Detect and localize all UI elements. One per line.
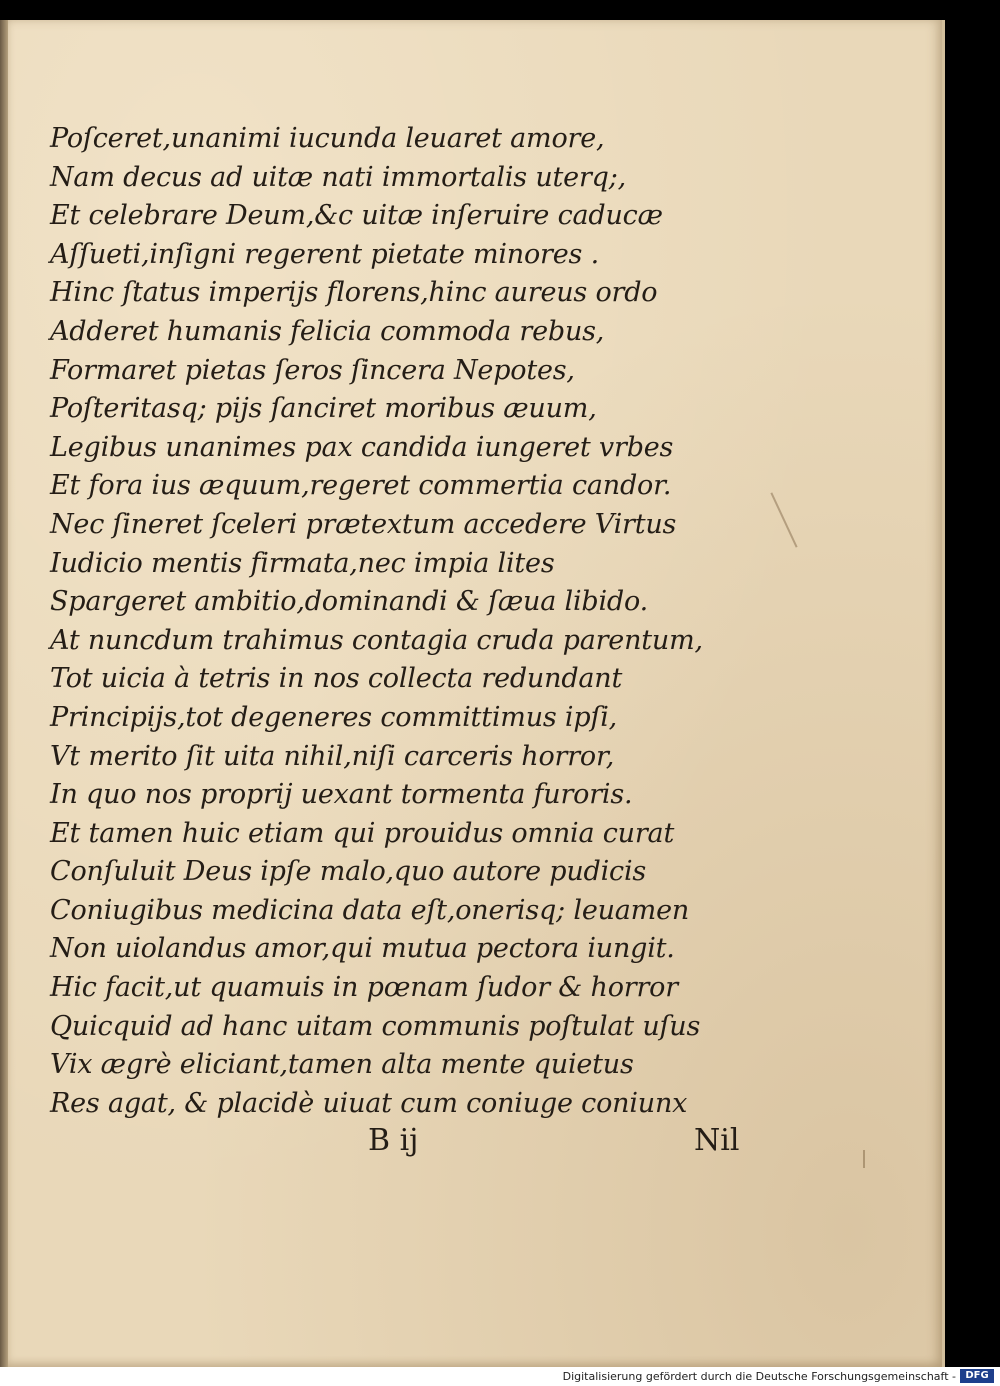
ink-mark bbox=[770, 492, 797, 547]
text-line: Quicquid ad hanc uitam communis poſtulat uſus bbox=[50, 1010, 701, 1042]
text-line: Conſuluit Deus ipſe malo,quo autore pudicis bbox=[50, 856, 647, 888]
text-line: Nam decus ad uitæ nati immortalis uterq;, bbox=[50, 161, 627, 193]
text-line: Vt merito ſit uita nihil,niſi carceris horror, bbox=[50, 740, 615, 772]
text-line: At nuncdum trahimus contagia cruda parentum, bbox=[50, 624, 703, 656]
funding-credit: Digitalisierung gefördert durch die Deutsche Forschungsgemeinschaft - bbox=[562, 1370, 956, 1383]
text-line: Legibus unanimes pax candida iungeret vrbes bbox=[50, 431, 674, 463]
book-page bbox=[8, 20, 945, 1367]
text-line: Et tamen huic etiam qui prouidus omnia curat bbox=[50, 817, 675, 849]
catchword: Nil bbox=[694, 1123, 740, 1158]
page-footer bbox=[8, 1123, 942, 1167]
dfg-logo-icon: DFG bbox=[960, 1369, 994, 1383]
text-line: Coniugibus medicina data eſt,onerisq; leuamen bbox=[50, 894, 690, 926]
text-line: Et fora ius æquum,regeret commertia candor. bbox=[50, 470, 672, 502]
text-line: Res agat, & placidè uiuat cum coniuge coniunx bbox=[50, 1087, 688, 1119]
signature-mark: B ij bbox=[368, 1123, 419, 1158]
text-line: Poſteritasq; pijs ſanciret moribus æuum, bbox=[50, 393, 597, 425]
text-line: Formaret pietas ſeros ſincera Nepotes, bbox=[50, 354, 575, 386]
text-line: Non uiolandus amor,qui mutua pectora iungit. bbox=[50, 933, 675, 965]
text-line: Hinc ſtatus imperijs florens,hinc aureus ordo bbox=[50, 277, 658, 309]
text-line: Hic facit,ut quamuis in pœnam ſudor & horror bbox=[50, 972, 678, 1004]
text-line: Iudicio mentis firmata,nec impia lites bbox=[50, 547, 555, 579]
text-line: Adderet humanis felicia commoda rebus, bbox=[50, 315, 605, 347]
text-line: Vix ægrè eliciant,tamen alta mente quietus bbox=[50, 1049, 634, 1081]
text-line: In quo nos proprij uexant tormenta furoris. bbox=[50, 779, 633, 811]
verse-text-block bbox=[50, 120, 770, 1123]
text-line: Nec ſineret ſceleri prætextum accedere Virtus bbox=[50, 508, 677, 540]
text-line: Spargeret ambitio,dominandi & ſæua libido. bbox=[50, 586, 648, 618]
text-line: Poſceret,unanimi iucunda leuaret amore, bbox=[50, 123, 605, 154]
text-line: Principijs,tot degeneres committimus ipſi, bbox=[50, 701, 618, 733]
text-line: Aſſueti,inſigni regerent pietate minores . bbox=[50, 238, 599, 270]
text-line: Et celebrare Deum,&c uitæ inſeruire caducæ bbox=[50, 200, 663, 232]
text-line: Tot uicia à tetris in nos collecta redundant bbox=[50, 663, 623, 695]
